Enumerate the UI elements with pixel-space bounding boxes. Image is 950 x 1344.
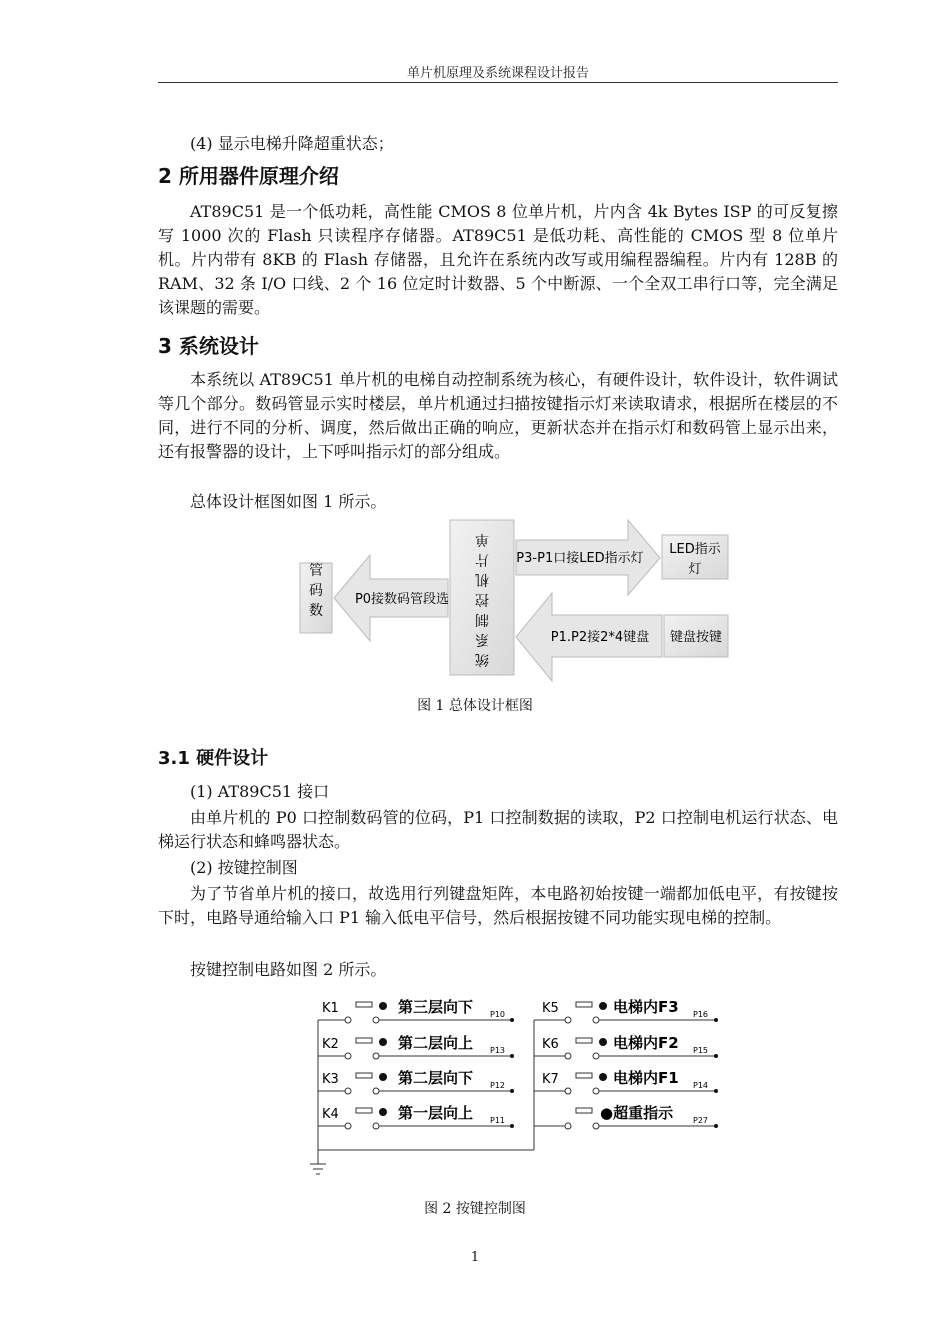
left-key-row-1 [318,998,514,1023]
led-label-line1: LED指示 [669,542,721,557]
figure2-key-circuit [300,992,740,1192]
left-key-row-4 [318,1104,514,1129]
left-key-pin-4: P11 [490,1116,506,1125]
section31-heading: 3.1 硬件设计 [158,748,269,769]
left-key-label-1: 第三层向下 [398,998,474,1016]
right-key-pin-1: P16 [693,1010,709,1019]
led-label-line2: 灯 [688,562,702,577]
section31-paragraph2: 为了节省单片机的接口，故选用行列键盘矩阵，本电路初始按键一端都加低电平，有按键按下时，电路导通给输入口 P1 输入低电平信号，然后根据按键不同功能实现电梯的控制。 [158,884,838,927]
page-number: 1 [470,1250,480,1265]
right-top-arrow-label: P3-P1口接LED指示灯 [516,551,644,566]
section3-heading: 3 系统设计 [158,334,259,358]
figure2-caption: 图 2 按键控制图 [424,1201,526,1217]
header-rule [158,82,838,83]
left-key-id-1: K1 [322,1001,339,1016]
right-key-label-4: ●超重指示 [600,1104,674,1122]
left-key-id-4: K4 [322,1107,339,1122]
left-key-row-2 [318,1034,514,1059]
section31-figure-intro: 按键控制电路如图 2 所示。 [190,960,387,979]
left-key-id-3: K3 [322,1072,339,1087]
left-key-label-2: 第二层向上 [398,1034,474,1052]
left-key-pin-3: P12 [490,1081,506,1090]
left-key-label-4: 第一层向上 [398,1104,474,1122]
intro-item: (4) 显示电梯升降超重状态； [190,134,394,153]
right-key-id-1: K5 [542,1001,559,1016]
mcu-char-6: 系 [475,631,489,647]
mcu-char-5: 制 [475,611,489,627]
left-key-pin-2: P13 [490,1046,506,1055]
left-arrow-label: P0接数码管段选 [354,592,450,607]
section31-item2: (2) 按键控制图 [190,858,298,877]
right-key-row-1 [534,998,718,1023]
right-key-id-2: K6 [542,1037,559,1052]
section31-paragraph1: 由单片机的 P0 口控制数码管的位码，P1 口控制数据的读取，P2 口控制电机运行状态、电梯运行状态和蜂鸣器状态。 [158,808,838,851]
left-key-pin-1: P10 [490,1010,506,1019]
mcu-char-2: 片 [475,551,489,567]
right-key-row-2 [534,1034,718,1059]
right-key-pin-4: P27 [693,1116,709,1125]
right-key-label-1: 电梯内F3 [613,998,679,1016]
right-bottom-arrow-label: P1.P2接2*4键盘 [550,630,650,645]
section2-paragraph: AT89C51 是一个低功耗，高性能 CMOS 8 位单片机，片内含 4k Bytes ISP 的可反复擦写 1000 次的 Flash 只读程序存储器。AT89C51 是低功耗、高性能的 CMOS 型 8 位单片机。片内带有 8KB 的 Flash 存储器，且允许在系统内改写或用编程器编程。片内有 128B 的 RAM、32 条 I/O 口线、2 个 16 位定时计数器、5 个中断源、一个全双工串行口等，完全满足该课题的需要。 [158,202,838,317]
left-key-label-3: 第二层向下 [398,1069,474,1087]
figure1-block-diagram [290,515,740,685]
section3-paragraph: 本系统以 AT89C51 单片机的电梯自动控制系统为核心，有硬件设计，软件设计，软件调试等几个部分。数码管显示实时楼层，单片机通过扫描按键指示灯来读取请求，根据所在楼层的不同，进行不同的分析、调度，然后做出正确的响应，更新状态并在指示灯和数码管上显示出来，还有报警器的设计，上下呼叫指示灯的部分组成。 [158,370,838,461]
display-char-1: 管 [309,563,323,579]
section3-figure-intro: 总体设计框图如图 1 所示。 [190,492,387,511]
display-char-2: 码 [309,583,323,599]
right-key-row-3 [534,1069,718,1094]
display-char-3: 数 [309,603,323,619]
right-key-pin-2: P15 [693,1046,709,1055]
ground-icon [310,1150,326,1174]
page-header: 单片机原理及系统课程设计报告 [406,66,589,81]
right-key-id-3: K7 [542,1072,559,1087]
keypad-label: 键盘按键 [669,630,723,645]
right-key-pin-3: P14 [693,1081,709,1090]
mcu-char-1: 单 [475,531,489,547]
left-key-id-2: K2 [322,1037,339,1052]
mcu-char-7: 统 [475,651,489,667]
figure1-caption: 图 1 总体设计框图 [417,698,533,714]
mcu-char-3: 机 [475,571,489,587]
right-key-row-4 [534,1104,718,1129]
left-key-row-3 [318,1069,514,1094]
right-key-label-3: 电梯内F1 [613,1069,679,1087]
mcu-char-4: 控 [475,591,489,607]
section2-heading: 2 所用器件原理介绍 [158,164,339,188]
section31-item1: (1) AT89C51 接口 [190,782,330,801]
right-key-label-2: 电梯内F2 [613,1034,679,1052]
